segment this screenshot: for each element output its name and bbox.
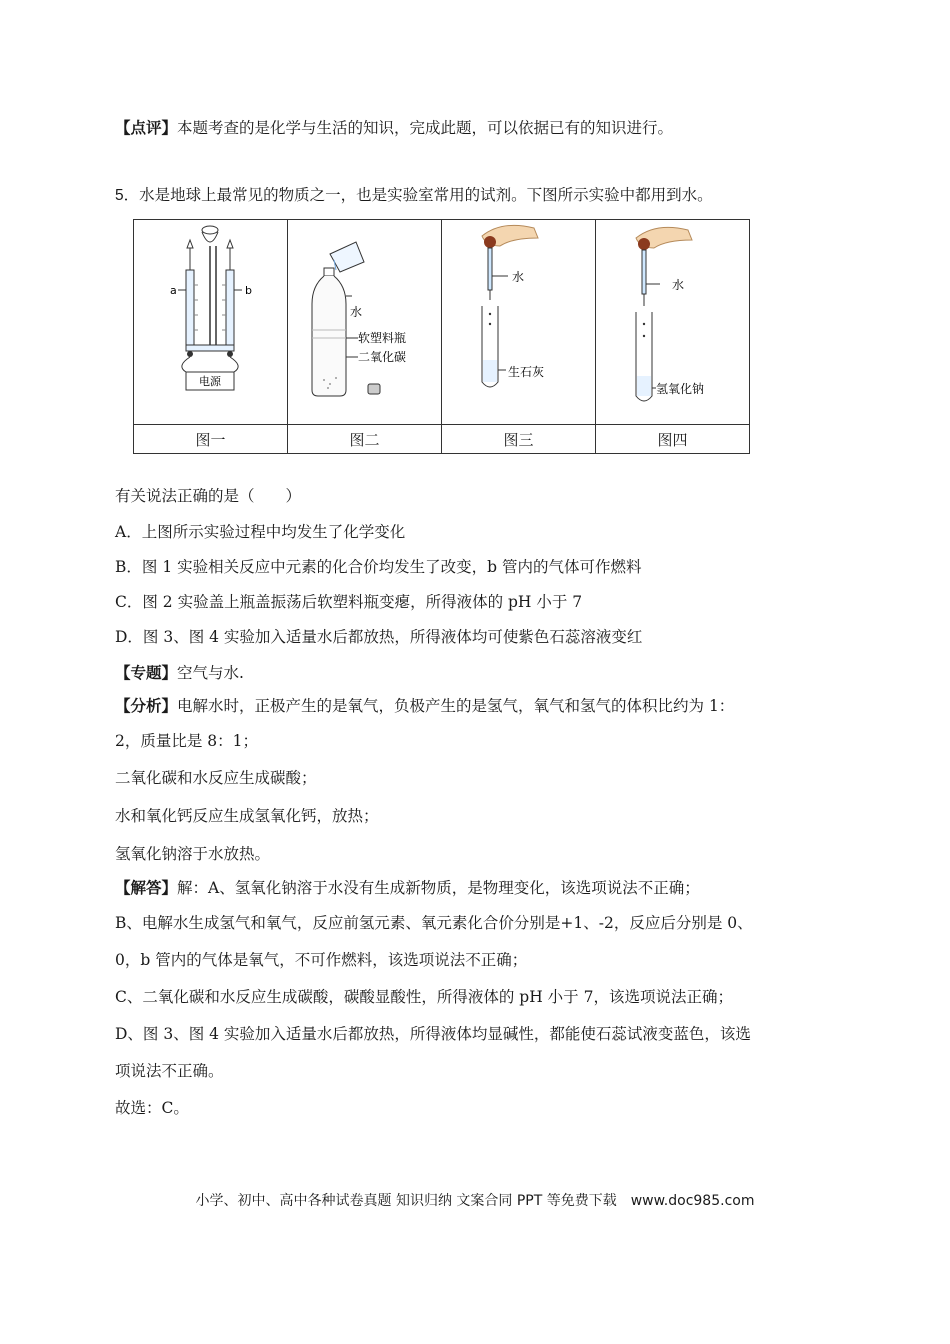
option-a: A．上图所示实验过程中均发生了化学变化 bbox=[115, 523, 406, 541]
question-number: 5． bbox=[115, 187, 140, 204]
option-c: C．图 2 实验盖上瓶盖振荡后软塑料瓶变瘪，所得液体的 pH 小于 7 bbox=[115, 593, 583, 611]
figure-3-cell bbox=[442, 220, 596, 425]
answer-line-6: 项说法不正确。 bbox=[115, 1062, 224, 1080]
figure-caption-3: 图三 bbox=[442, 425, 596, 454]
topic-tag: 【专题】 bbox=[115, 664, 178, 682]
topic-text: 空气与水. bbox=[177, 664, 244, 682]
analysis-line-2: 2，质量比是 8：1； bbox=[115, 732, 259, 750]
answer-text-1: 解：A、氢氧化钠溶于水没有生成新物质，是物理变化，该选项说法不正确； bbox=[177, 879, 700, 897]
analysis-line-1 bbox=[115, 696, 734, 716]
analysis-tag: 【分析】 bbox=[115, 697, 178, 715]
topic-line bbox=[115, 663, 244, 683]
figure-1-cell bbox=[134, 220, 288, 425]
analysis-line-3: 二氧化碳和水反应生成碳酸； bbox=[115, 769, 317, 787]
power-label: 电源 bbox=[199, 375, 221, 388]
fig3-substance-label: 生石灰 bbox=[508, 365, 545, 379]
tube-label-b: b bbox=[245, 284, 252, 297]
figure-2-cell bbox=[288, 220, 442, 425]
tube-label-a: a bbox=[170, 284, 177, 297]
answer-line-1 bbox=[115, 878, 700, 898]
fig2-water-label: 水 bbox=[350, 305, 363, 319]
answer-line-3: 0，b 管内的气体是氧气，不可作燃料，该选项说法不正确； bbox=[115, 951, 528, 969]
answer-conclusion: 故选：C。 bbox=[115, 1099, 189, 1117]
figure-4-cell bbox=[596, 220, 750, 425]
figure-caption-2: 图二 bbox=[288, 425, 442, 454]
figure-caption-4: 图四 bbox=[596, 425, 750, 454]
fig4-water-label: 水 bbox=[672, 278, 685, 292]
answer-line-4: C、二氧化碳和水反应生成碳酸，碳酸显酸性，所得液体的 pH 小于 7，该选项说法正确； bbox=[115, 988, 733, 1006]
electrolysis-apparatus-diagram bbox=[134, 220, 287, 420]
dropper-test-tube-diagram-1 bbox=[442, 220, 595, 420]
analysis-text-1: 电解水时，正极产生的是氧气，负极产生的是氢气，氧气和氢气的体积比约为 1： bbox=[177, 697, 735, 715]
fig3-water-label: 水 bbox=[512, 270, 525, 284]
review-line bbox=[115, 118, 673, 138]
question-prompt: 有关说法正确的是（ ） bbox=[115, 487, 302, 505]
answer-line-5: D、图 3、图 4 实验加入适量水后都放热，所得液体均显碱性，都能使石蕊试液变蓝色，该选 bbox=[115, 1025, 751, 1043]
analysis-line-4: 水和氧化钙反应生成氢氧化钙，放热； bbox=[115, 807, 379, 825]
question-stem bbox=[115, 185, 713, 206]
dropper-test-tube-diagram-2 bbox=[596, 220, 749, 420]
fig4-substance-label: 氢氧化钠 bbox=[656, 382, 705, 396]
plastic-bottle-diagram bbox=[288, 220, 441, 420]
review-tag: 【点评】 bbox=[115, 119, 178, 137]
fig2-bottle-label: 软塑料瓶 bbox=[358, 331, 407, 345]
question-stem-text: 水是地球上最常见的物质之一，也是实验室常用的试剂。下图所示实验中都用到水。 bbox=[139, 186, 713, 204]
answer-tag: 【解答】 bbox=[115, 879, 178, 897]
figure-caption-1: 图一 bbox=[134, 425, 288, 454]
analysis-line-5: 氢氧化钠溶于水放热。 bbox=[115, 845, 271, 863]
figure-table bbox=[133, 219, 750, 454]
fig2-co2-label: 二氧化碳 bbox=[358, 350, 407, 364]
review-text: 本题考查的是化学与生活的知识，完成此题，可以依据已有的知识进行。 bbox=[177, 119, 674, 137]
option-b: B．图 1 实验相关反应中元素的化合价均发生了改变，b 管内的气体可作燃料 bbox=[115, 558, 642, 576]
page-footer: 小学、初中、高中各种试卷真题 知识归纳 文案合同 PPT 等免费下载 www.doc985.com bbox=[195, 1193, 755, 1209]
option-d: D．图 3、图 4 实验加入适量水后都放热，所得液体均可使紫色石蕊溶液变红 bbox=[115, 628, 643, 646]
answer-line-2: B、电解水生成氢气和氧气，反应前氢元素、氧元素化合价分别是+1、-2，反应后分别是 0、 bbox=[115, 914, 753, 932]
